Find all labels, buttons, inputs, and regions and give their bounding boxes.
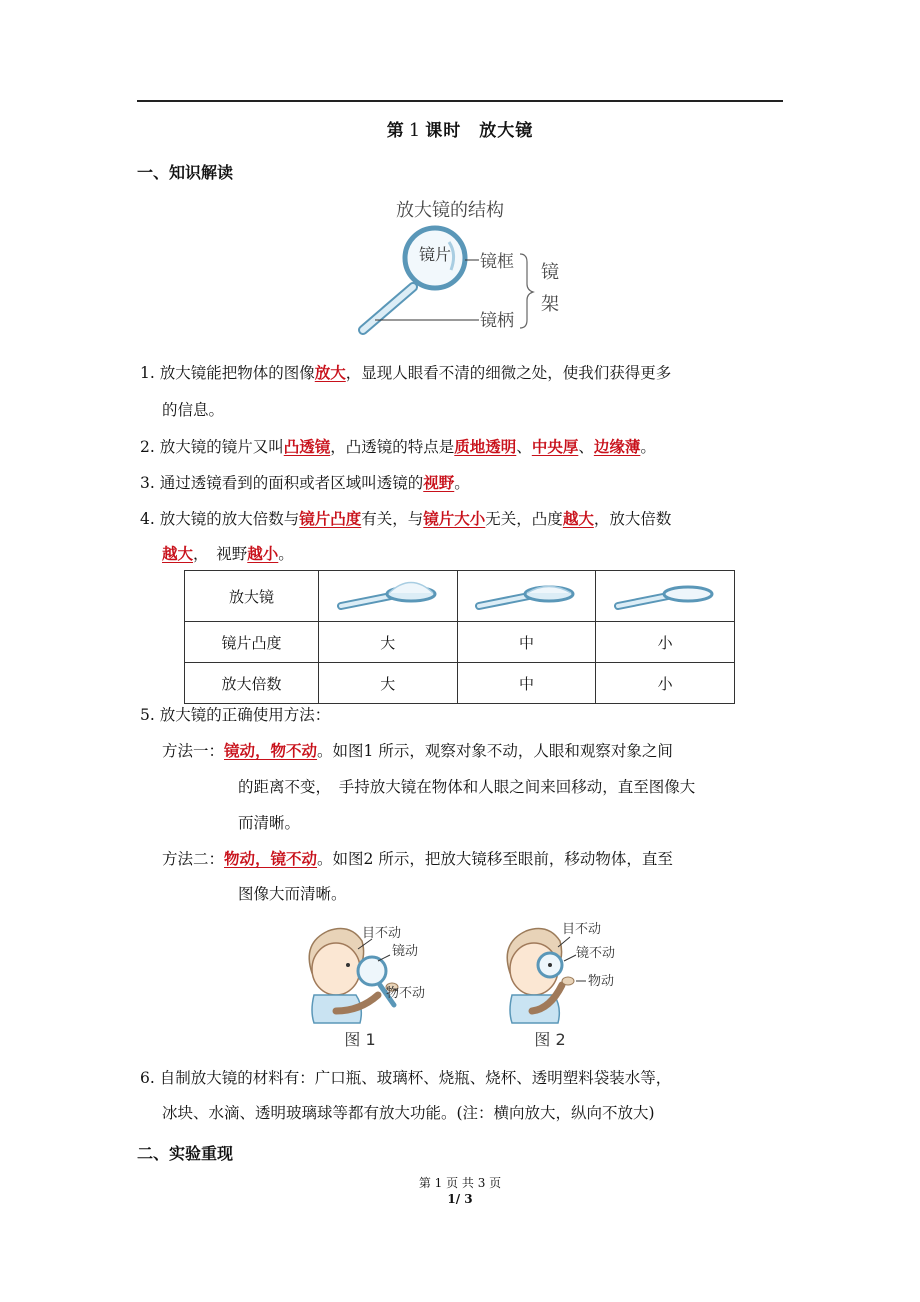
fig2-object-label: 物动 xyxy=(588,974,615,989)
holder-top: 镜 xyxy=(541,262,559,283)
point-3: 3. 通过透镜看到的面积或者区域叫透镜的视野。 xyxy=(140,473,470,492)
key-term: 越小 xyxy=(247,544,279,563)
footer-page-number: 1/ 3 xyxy=(447,1192,473,1206)
frame-label: 镜框 xyxy=(480,252,514,272)
key-term: 镜动，物不动 xyxy=(224,741,318,760)
key-term: 中央厚 xyxy=(531,437,579,456)
lesson-title xyxy=(0,116,920,141)
magnifier-comparison-table xyxy=(184,570,735,704)
section-heading-2: 二、实验重现 xyxy=(137,1144,234,1163)
table-cell: 中 xyxy=(457,622,596,663)
lens-label: 镜片 xyxy=(418,245,452,264)
key-term: 视野 xyxy=(423,473,455,492)
figure-1 xyxy=(290,915,450,1050)
point-1: 1. 放大镜能把物体的图像放大，显现人眼看不清的细微之处，使我们获得更多 xyxy=(140,363,672,382)
method-2: 方法二：物动，镜不动。如图2 所示，把放大镜移至眼前，移动物体，直至 xyxy=(162,849,673,868)
key-term: 凸透镜 xyxy=(283,437,331,456)
fig1-lens-label: 镜动 xyxy=(392,944,419,959)
point-4: 4. 放大镜的放大倍数与镜片凸度有关，与镜片大小无关，凸度越大，放大倍数 xyxy=(140,509,672,528)
table-cell: 放大倍数 xyxy=(185,663,319,704)
fig1-caption: 图 1 xyxy=(344,1030,376,1049)
table-cell: 小 xyxy=(596,622,735,663)
title-number: 1 xyxy=(408,120,422,141)
table-row xyxy=(185,622,735,663)
title-rest: 课时 放大镜 xyxy=(425,121,534,141)
method-1-line2: 的距离不变， 手持放大镜在物体和人眼之间来回移动，直至图像大 xyxy=(238,778,696,796)
table-cell xyxy=(457,571,596,622)
handle-label: 镜柄 xyxy=(480,311,514,331)
table-cell xyxy=(318,571,457,622)
point-4-cont: 越大， 视野越小。 xyxy=(162,544,294,563)
magnifier-structure-diagram xyxy=(345,192,575,342)
table-cell xyxy=(596,571,735,622)
table-cell: 镜片凸度 xyxy=(185,622,319,663)
point-2: 2. 放大镜的镜片又叫凸透镜，凸透镜的特点是质地透明、中央厚、边缘薄。 xyxy=(140,437,656,456)
table-row xyxy=(185,663,735,704)
handle-inner xyxy=(363,287,413,330)
magnifier-high-convex-icon xyxy=(333,574,443,614)
section-heading-1: 一、知识解读 xyxy=(137,163,234,182)
key-term: 越大 xyxy=(562,509,594,528)
magnifier-medium-convex-icon xyxy=(471,574,581,614)
boy-eye xyxy=(548,963,552,967)
key-term: 放大 xyxy=(314,363,346,382)
fig2-caption: 图 2 xyxy=(534,1030,566,1049)
point-6: 6. 自制放大镜的材料有：广口瓶、玻璃杯、烧瓶、烧杯、透明塑料袋装水等， xyxy=(140,1069,672,1087)
footer-page-text: 第 1 页 共 3 页 xyxy=(418,1176,502,1190)
method-1: 方法一：镜动，物不动。如图1 所示，观察对象不动，人眼和观察对象之间 xyxy=(162,741,673,760)
fig2-eye-label: 目不动 xyxy=(562,922,602,937)
fig1-object-label: 物不动 xyxy=(386,986,426,1001)
boy-face xyxy=(312,943,360,995)
arrow-icon xyxy=(564,955,576,961)
fig2-lens-label: 镜不动 xyxy=(576,946,616,961)
key-term: 镜片凸度 xyxy=(299,509,362,528)
key-term: 物动，镜不动 xyxy=(224,849,318,868)
point-1-cont: 的信息。 xyxy=(162,401,225,419)
table-cell: 小 xyxy=(596,663,735,704)
method-2-line2: 图像大而清晰。 xyxy=(238,885,347,903)
point-5: 5. 放大镜的正确使用方法： xyxy=(140,706,331,724)
key-term: 质地透明 xyxy=(454,437,517,456)
table-row xyxy=(185,571,735,622)
magnifier-low-convex-icon xyxy=(610,574,720,614)
table-cell: 大 xyxy=(318,663,457,704)
method-1-line3: 而清晰。 xyxy=(238,814,301,832)
holder-bottom: 架 xyxy=(541,294,559,315)
observed-object xyxy=(562,977,574,985)
title-prefix: 第 xyxy=(386,121,405,141)
boy-eye xyxy=(346,963,350,967)
key-term: 边缘薄 xyxy=(593,437,641,456)
diagram-title: 放大镜的结构 xyxy=(396,200,504,221)
point-6-cont: 冰块、水滴、透明玻璃球等都有放大功能。(注：横向放大，纵向不放大) xyxy=(162,1104,655,1122)
key-term: 镜片大小 xyxy=(423,509,486,528)
figure-2 xyxy=(488,915,648,1050)
table-cell: 中 xyxy=(457,663,596,704)
magnifier-lens xyxy=(358,957,386,985)
holder-brace xyxy=(520,254,533,328)
key-term: 越大 xyxy=(162,544,194,563)
fig1-eye-label: 目不动 xyxy=(362,926,402,941)
top-rule xyxy=(137,100,783,102)
table-cell: 放大镜 xyxy=(185,571,319,622)
table-cell: 大 xyxy=(318,622,457,663)
